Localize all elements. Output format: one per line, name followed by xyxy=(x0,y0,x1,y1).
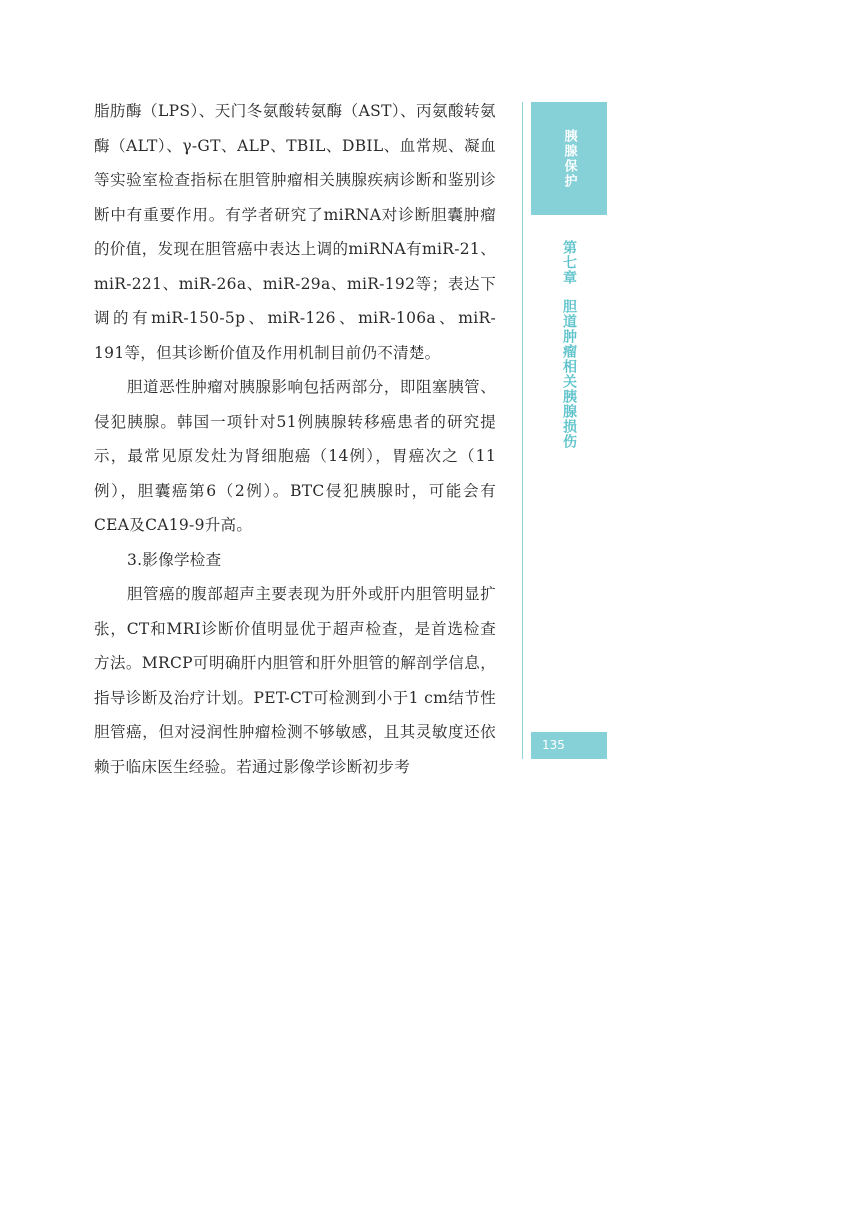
chapter-label: 第七章 xyxy=(561,240,577,285)
paragraph-lab-tests: 脂肪酶（LPS）、天门冬氨酸转氨酶（AST）、丙氨酸转氨酶（ALT）、γ-GT、ALP、TBIL、DBIL、血常规、凝血等实验室检查指标在胆管肿瘤相关胰腺疾病诊断和鉴别诊断中有重要作用。有学者研究了miRNA对诊断胆囊肿瘤的价值，发现在胆管癌中表达上调的miRNA有miR-21、miR-221、miR-26a、miR-29a、miR-192等；表达下调的有miR-150-5p、miR-126、miR-106a、miR-191等，但其诊断价值及作用机制目前仍不清楚。 xyxy=(94,102,496,362)
section-tab-label: 胰腺保护 xyxy=(561,128,577,189)
paragraph-imaging: 胆管癌的腹部超声主要表现为肝外或肝内胆管明显扩张，CT和MRI诊断价值明显优于超声检查，是首选检查方法。MRCP可明确肝内胆管和肝外胆管的解剖学信息，指导诊断及治疗计划。PET-CT可检测到小于1 cm结节性胆管癌，但对浸润性肿瘤检测不够敏感，且其灵敏度还依赖于临床医生经验。若通过影像学诊断初步考 xyxy=(94,585,496,776)
chapter-title: 胆道肿瘤相关胰腺损伤 xyxy=(561,299,577,449)
page-number-tab xyxy=(531,732,607,759)
chapter-heading xyxy=(531,240,607,449)
paragraph-pancreas-invasion: 胆道恶性肿瘤对胰腺影响包括两部分，即阻塞胰管、侵犯胰腺。韩国一项针对51例胰腺转移癌患者的研究提示，最常见原发灶为肾细胞癌（14例），胃癌次之（11例），胆囊癌第6（2例）。BTC侵犯胰腺时，可能会有CEA及CA19-9升高。 xyxy=(94,378,496,534)
margin-divider-line xyxy=(522,102,523,759)
page-number: 135 xyxy=(542,738,565,752)
section-heading-imaging: 3.影像学检查 xyxy=(127,550,222,569)
chapter-heading-text xyxy=(559,240,579,449)
main-text-column xyxy=(94,94,496,784)
section-tab xyxy=(531,102,607,215)
